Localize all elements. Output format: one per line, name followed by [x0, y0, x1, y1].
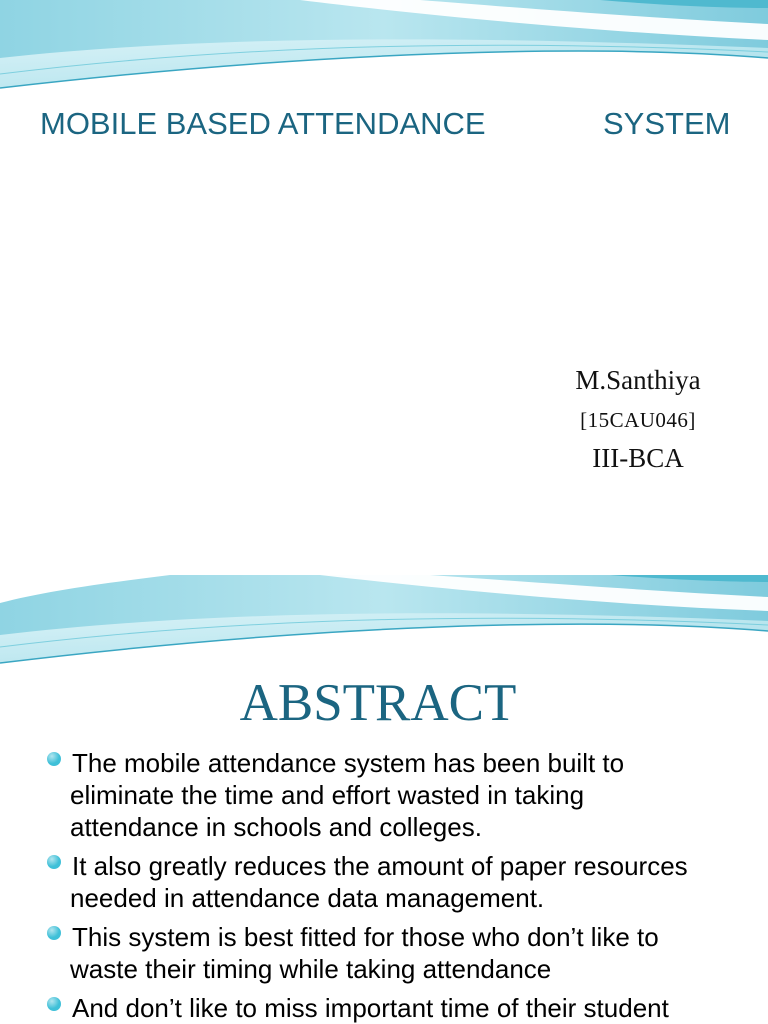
slide-title-part-2: SYSTEM [603, 106, 731, 141]
bullet-marker [47, 855, 61, 869]
bullet-text-line: It also greatly reduces the amount of paper resources [72, 851, 688, 881]
bullet-item [70, 992, 750, 1024]
bullet-text-line: The mobile attendance system has been built to [72, 748, 625, 778]
author-name: M.Santhiya [575, 365, 701, 395]
slide-title-part-1: MOBILE BASED ATTENDANCE [40, 106, 486, 141]
bullet-text-line: waste their timing while taking attendance [70, 954, 552, 984]
header-wave-decoration [0, 575, 768, 670]
bullet-text-line: This system is best fitted for those who don’t like to [72, 922, 659, 952]
slide-title: ABSTRACT [239, 674, 517, 732]
class-label: III-BCA [592, 443, 684, 473]
bullet-list [70, 747, 750, 1024]
abstract-slide [0, 575, 768, 1024]
bullet-item [70, 850, 750, 914]
bullet-item [70, 747, 750, 843]
bullet-text-line: attendance in schools and colleges. [70, 812, 482, 842]
bullet-marker [47, 997, 61, 1011]
bullet-item [70, 921, 750, 985]
roll-number: [15CAU046] [580, 408, 696, 432]
bullet-text-line: And don’t like to miss important time of their student [72, 993, 669, 1023]
bullet-marker [47, 926, 61, 940]
bullet-text-line: eliminate the time and effort wasted in taking [70, 780, 585, 810]
bullet-marker [47, 752, 61, 766]
bullet-text-line: needed in attendance data management. [70, 883, 545, 913]
header-wave-decoration [0, 0, 768, 95]
